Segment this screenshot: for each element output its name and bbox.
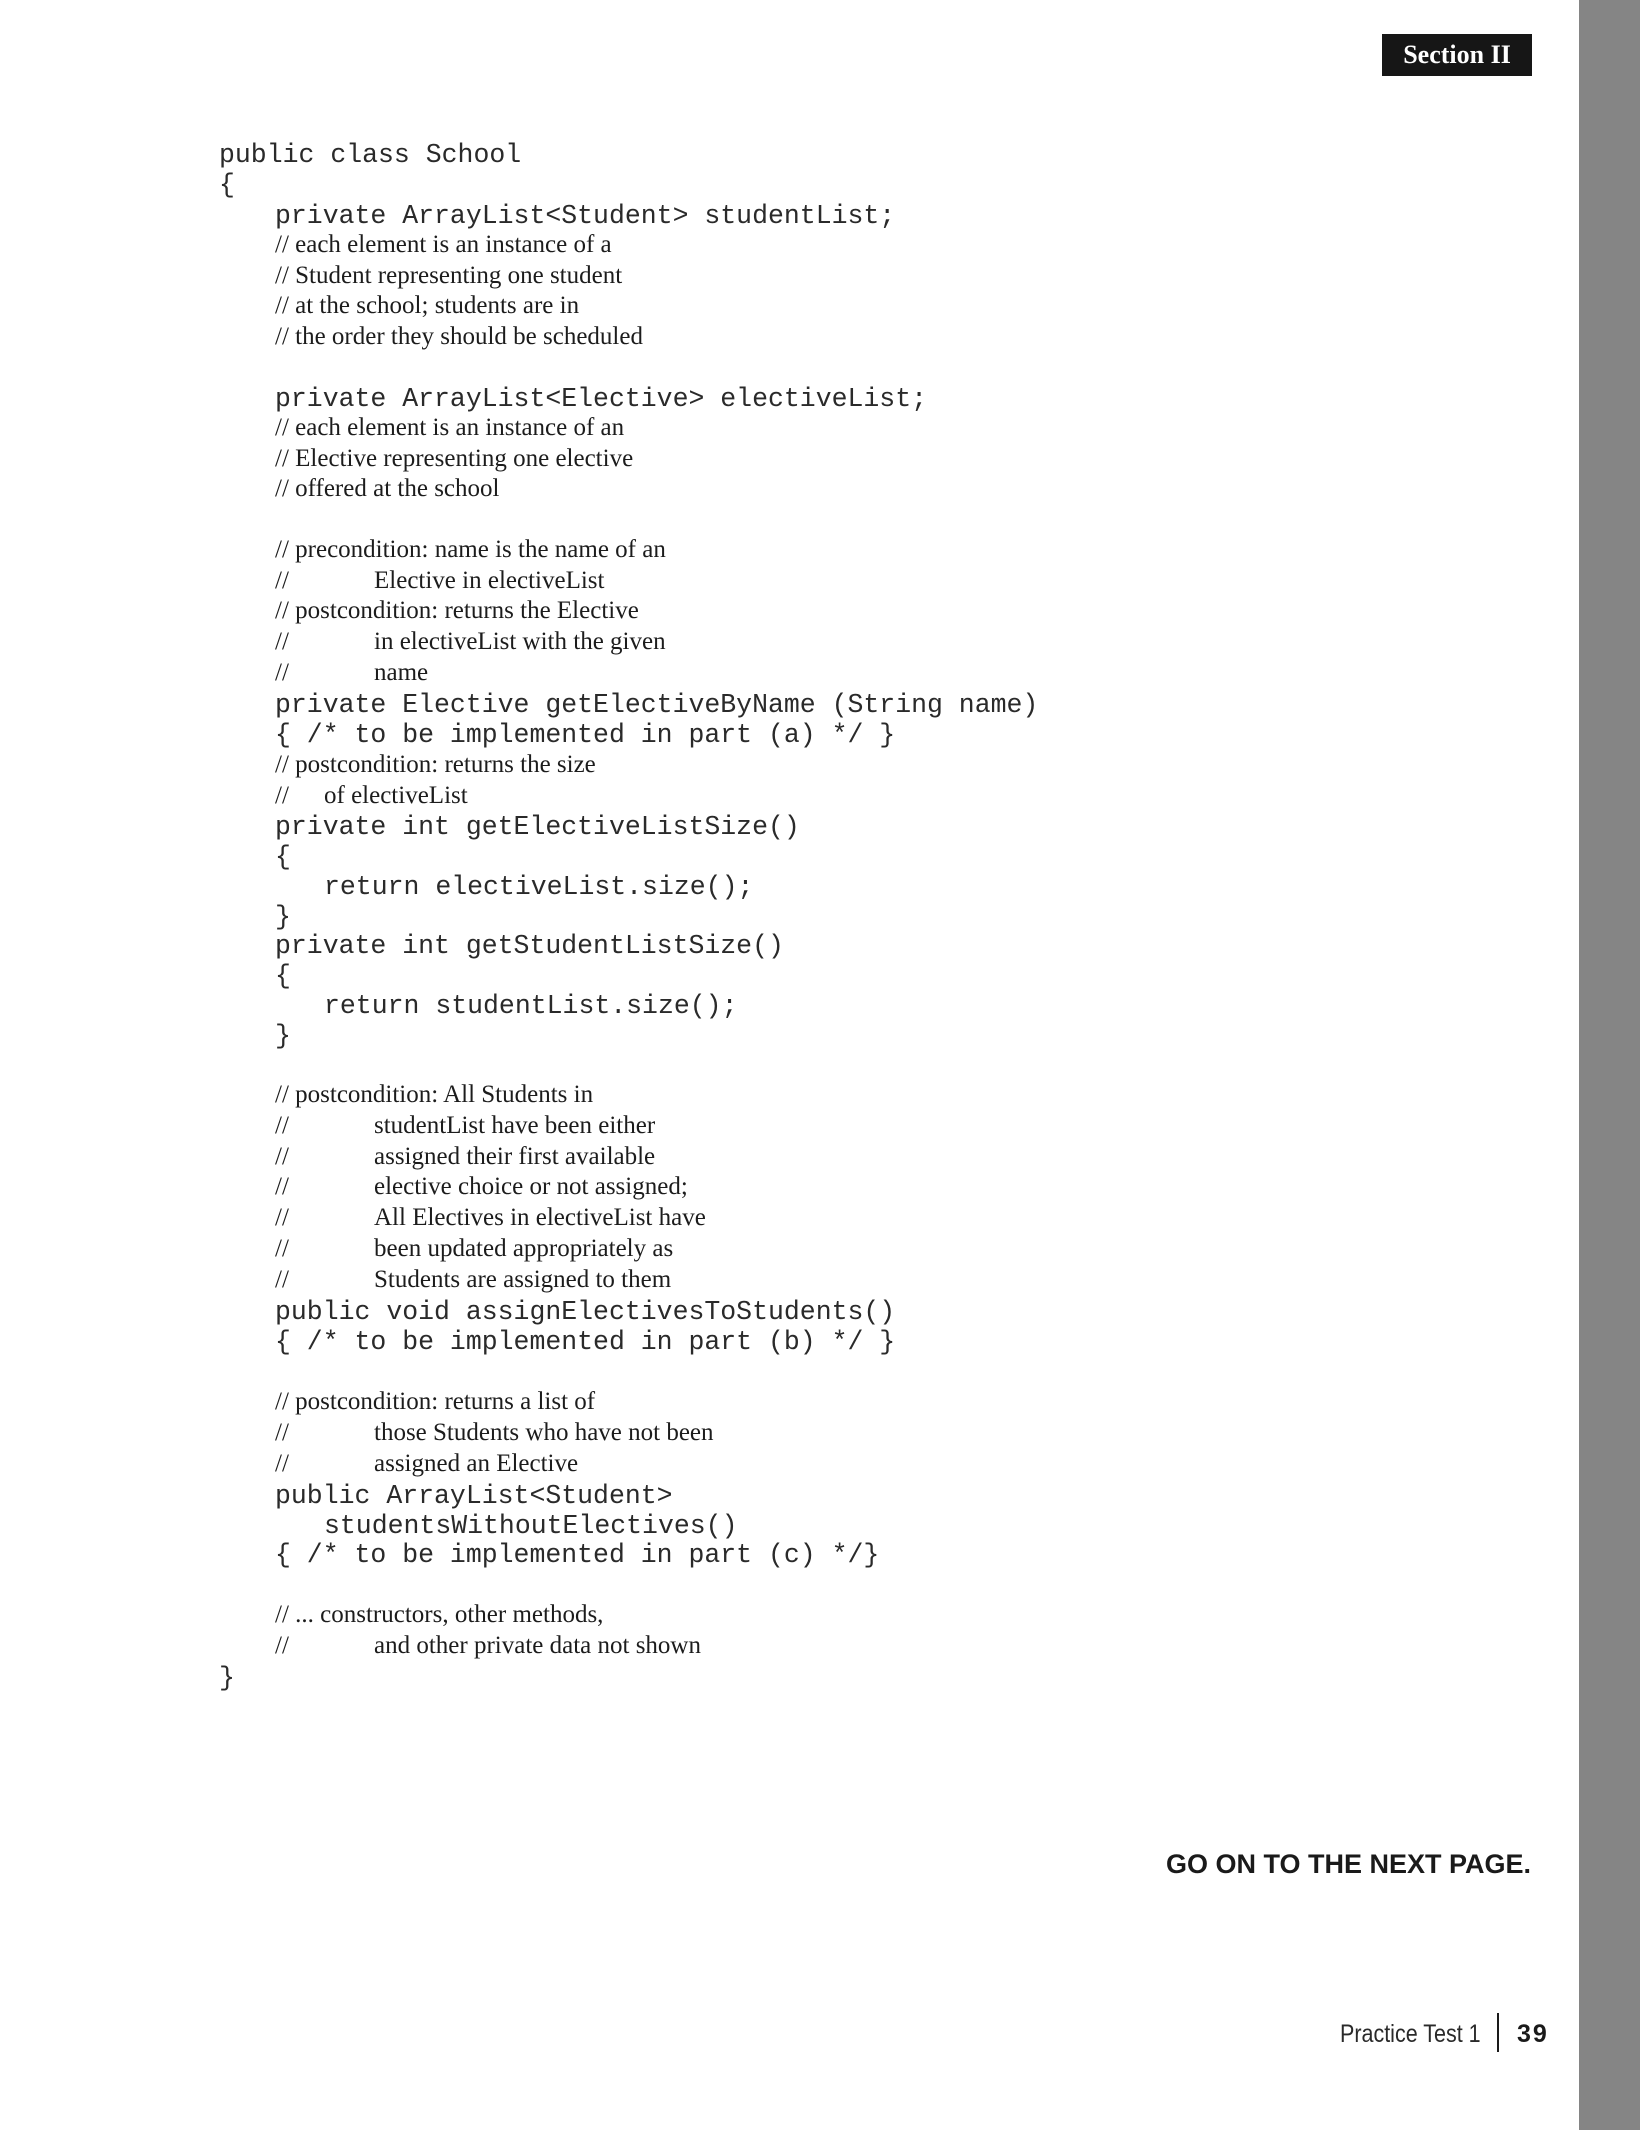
code-line: public class School [219, 140, 522, 170]
comment-line: // postcondition: returns a list of [275, 1388, 596, 1415]
comment-line [275, 659, 429, 686]
comment-line: // postcondition: returns the Elective [275, 597, 639, 624]
comment-line [275, 1450, 579, 1477]
code-line: private Elective getElectiveByName (String name) [275, 690, 1039, 720]
comment-continuation: studentList have been either [374, 1112, 656, 1139]
comment-line: // precondition: name is the name of an [275, 536, 666, 563]
comment-continuation: name [374, 659, 429, 686]
comment-line [275, 567, 605, 594]
code-line: private ArrayList<Student> studentList; [275, 201, 896, 231]
comment-line: // Elective representing one elective [275, 445, 634, 472]
comment-continuation: Elective in electiveList [374, 567, 605, 594]
code-line: { [275, 961, 291, 991]
comment-line [275, 1204, 706, 1231]
comment-continuation: and other private data not shown [374, 1632, 701, 1659]
comment-marker: // [275, 1173, 289, 1200]
comment-marker: // [275, 1204, 289, 1231]
comment-line: // postcondition: All Students in [275, 1081, 594, 1108]
comment-marker: // [275, 659, 289, 686]
code-line: } [275, 1021, 291, 1051]
comment-line [275, 782, 468, 809]
code-line: { /* to be implemented in part (a) */ } [275, 720, 896, 750]
comment-line [275, 628, 666, 655]
footer-test-title: Practice Test 1 [1340, 2020, 1481, 2048]
comment-continuation: of electiveList [324, 782, 468, 809]
code-line: return electiveList.size(); [324, 872, 754, 902]
comment-line: // the order they should be scheduled [275, 323, 643, 350]
comment-marker: // [275, 567, 289, 594]
code-line: return studentList.size(); [324, 991, 738, 1021]
code-line: public void assignElectivesToStudents() [275, 1297, 896, 1327]
comment-line: // postcondition: returns the size [275, 751, 596, 778]
comment-continuation: Students are assigned to them [374, 1266, 672, 1293]
comment-marker: // [275, 628, 289, 655]
comment-line [275, 1419, 714, 1446]
comment-continuation: elective choice or not assigned; [374, 1173, 688, 1200]
comment-marker: // [275, 1419, 289, 1446]
comment-line [275, 1266, 672, 1293]
comment-line: // offered at the school [275, 475, 500, 502]
comment-continuation: assigned their first available [374, 1143, 656, 1170]
code-line: } [219, 1663, 235, 1693]
comment-continuation: assigned an Elective [374, 1450, 579, 1477]
comment-line: // Student representing one student [275, 262, 623, 289]
comment-marker: // [275, 782, 289, 809]
section-badge: Section II [1382, 34, 1532, 76]
comment-continuation: those Students who have not been [374, 1419, 714, 1446]
comment-line: // each element is an instance of a [275, 231, 612, 258]
comment-line: // each element is an instance of an [275, 414, 625, 441]
code-line: } [275, 902, 291, 932]
code-line: public ArrayList<Student> [275, 1481, 673, 1511]
code-line: private ArrayList<Elective> electiveList; [275, 384, 928, 414]
comment-marker: // [275, 1266, 289, 1293]
code-line: { [275, 842, 291, 872]
comment-marker: // [275, 1632, 289, 1659]
comment-continuation: All Electives in electiveList have [374, 1204, 706, 1231]
comment-line [275, 1632, 701, 1659]
go-on-next-page-note: GO ON TO THE NEXT PAGE. [1165, 1849, 1531, 1879]
comment-marker: // [275, 1143, 289, 1170]
code-line: { [219, 170, 235, 200]
comment-continuation: in electiveList with the given [374, 628, 666, 655]
comment-line [275, 1112, 656, 1139]
comment-marker: // [275, 1450, 289, 1477]
comment-line [275, 1235, 674, 1262]
code-line: { /* to be implemented in part (c) */} [275, 1540, 880, 1570]
code-line: { /* to be implemented in part (b) */ } [275, 1327, 896, 1357]
comment-line: // ... constructors, other methods, [275, 1601, 604, 1628]
comment-line [275, 1143, 656, 1170]
comment-line [275, 1173, 688, 1200]
code-line: private int getElectiveListSize() [275, 812, 800, 842]
comment-continuation: been updated appropriately as [374, 1235, 674, 1262]
code-line: studentsWithoutElectives() [324, 1511, 738, 1541]
page-side-band [1579, 0, 1640, 2130]
footer-divider [1497, 2013, 1499, 2052]
comment-marker: // [275, 1235, 289, 1262]
comment-marker: // [275, 1112, 289, 1139]
code-line: private int getStudentListSize() [275, 931, 784, 961]
page-number: 39 [1517, 2020, 1549, 2048]
comment-line: // at the school; students are in [275, 292, 580, 319]
